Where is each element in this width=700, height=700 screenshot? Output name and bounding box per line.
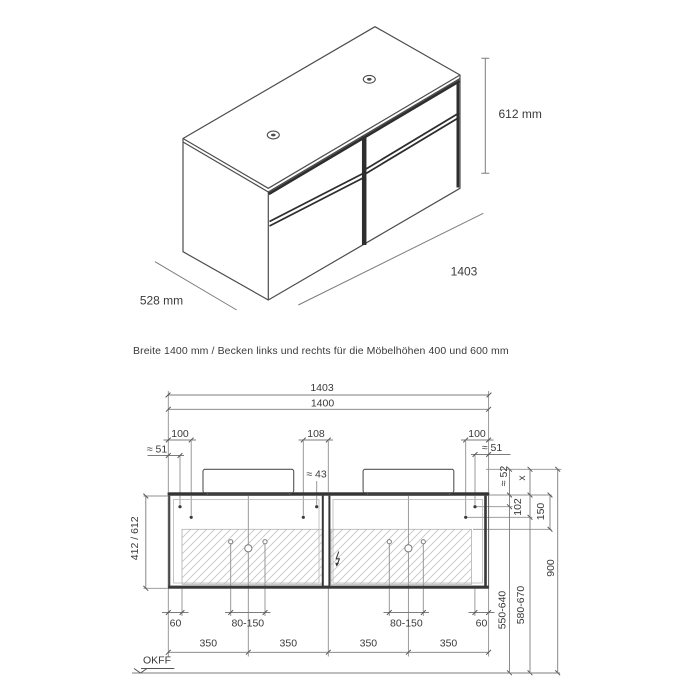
dim-total-width: 1403 (310, 382, 334, 394)
dim-drain-left: 80-150 (231, 617, 265, 630)
dim-350-segment-2: 350 (279, 637, 298, 650)
dim-350-segment-1: 350 (199, 637, 218, 650)
iso-width-label: 1403 (450, 264, 478, 279)
dim-center-offset: 108 (307, 428, 325, 440)
mounting-point-dots (178, 505, 476, 519)
dim-900: 900 (545, 559, 557, 577)
dim-x-variable: x (516, 475, 528, 481)
dim-150: 150 (535, 502, 547, 521)
dim-approx51-left: ≈ 51 (146, 443, 168, 456)
dim-approx52: ≈ 52 (498, 465, 510, 487)
dim-carcass-width: 1400 (310, 397, 335, 410)
floor-label: OKFF (143, 654, 171, 667)
dim-hang-high: 580-670 (515, 585, 527, 625)
washbasin-right (363, 469, 454, 495)
dim-350-segment-3: 350 (359, 637, 378, 650)
dim-102: 102 (512, 498, 524, 516)
dim-approx43: ≈ 43 (306, 468, 327, 481)
iso-drawer-gaps (269, 81, 460, 245)
iso-height-label: 612 mm (498, 107, 542, 121)
installation-zone-hatch (182, 529, 472, 584)
front-view (129, 382, 562, 673)
dim-right-offset: 100 (468, 428, 486, 440)
dim-approx51-right: ≈ 51 (481, 442, 503, 454)
dim-edge60-right: 60 (475, 617, 488, 630)
level-mark-icon (134, 669, 147, 674)
iso-depth-label: 528 mm (139, 293, 184, 308)
dim-left-offset: 100 (171, 428, 189, 440)
dim-edge60-left: 60 (169, 617, 182, 630)
drawing-description: Breite 1400 mm / Becken links und rechts für die Möbelhöhen 400 und 600 mm (133, 345, 509, 357)
dim-350-segment-4: 350 (439, 637, 458, 650)
iso-dimension-lines (155, 58, 489, 310)
dim-hang-low: 550-640 (496, 590, 509, 630)
dim-drain-right: 80-150 (390, 617, 423, 630)
floor-level (132, 669, 560, 674)
dim-height-options: 412 / 612 (129, 516, 141, 561)
iso-view (140, 27, 542, 310)
washbasin-left (203, 469, 294, 495)
faucet-hole-icon (267, 75, 375, 139)
